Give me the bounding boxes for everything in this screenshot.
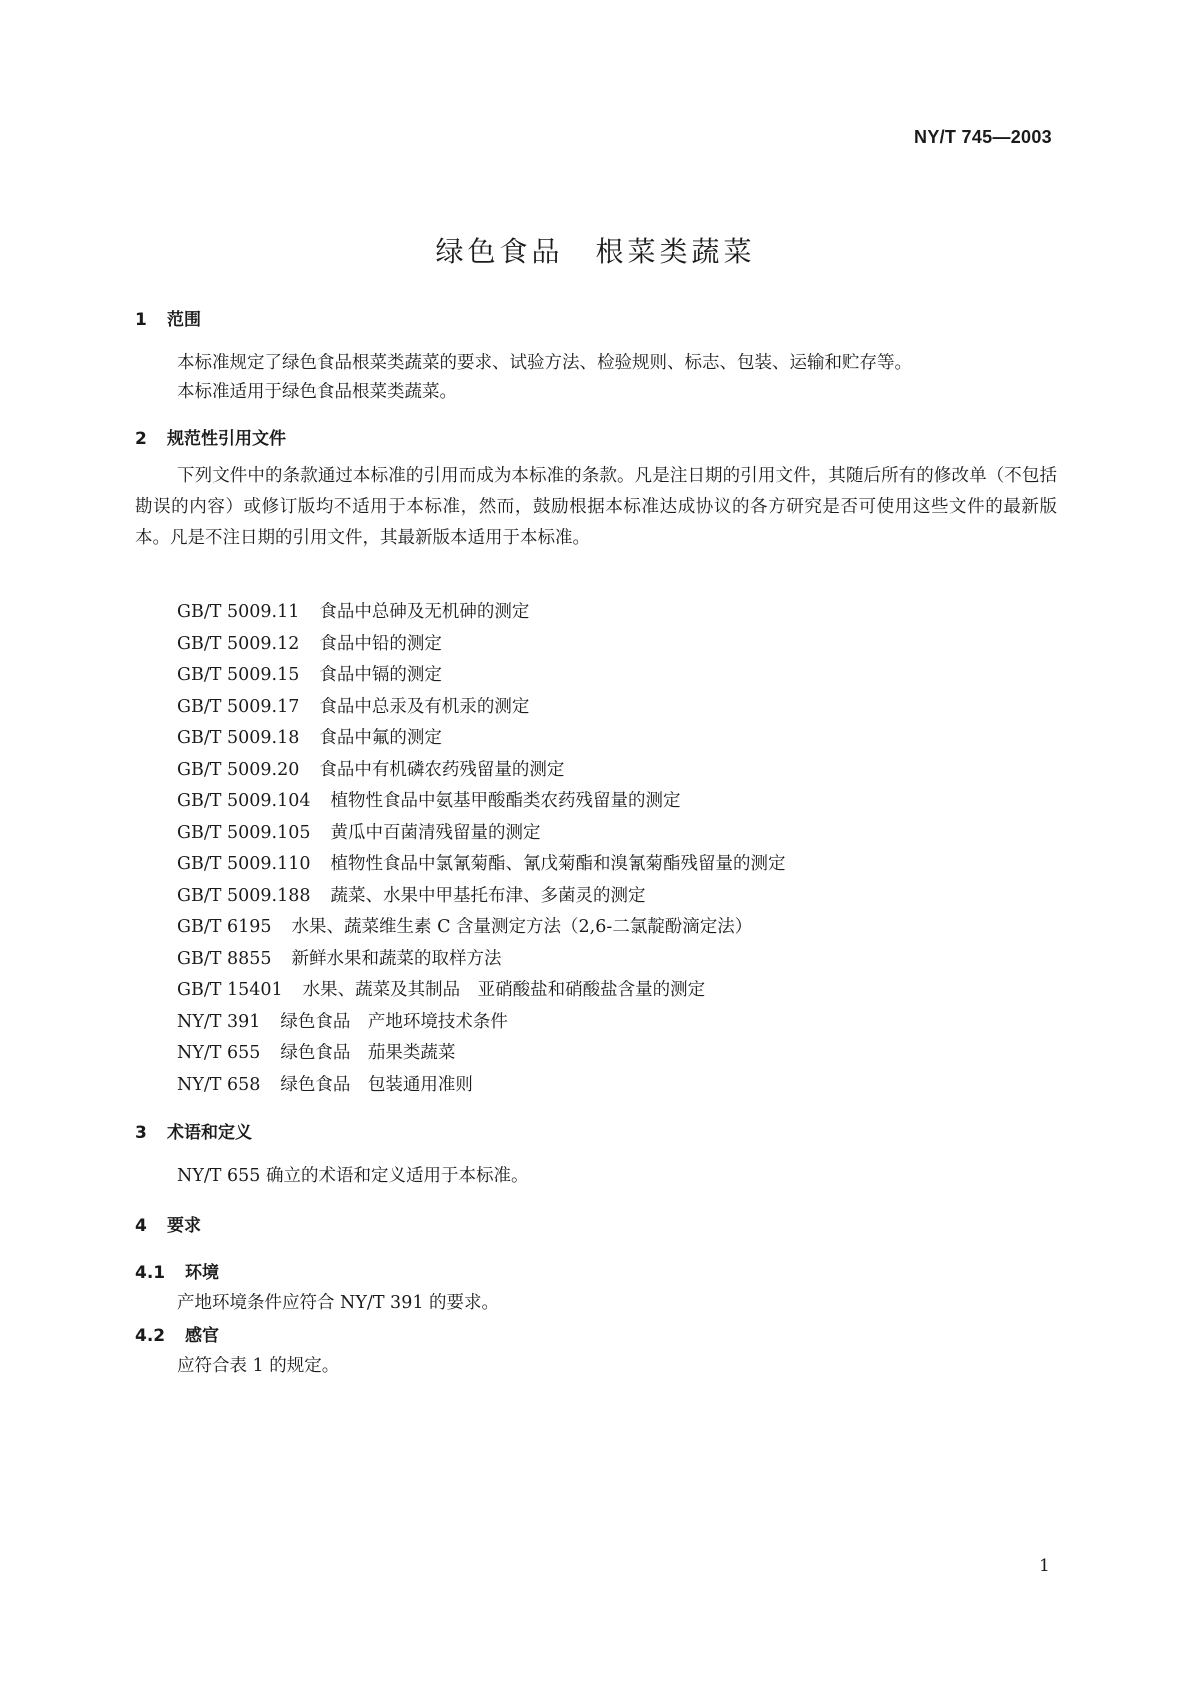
reference-code: GB/T 5009.188: [177, 885, 311, 906]
section-number: 3: [135, 1123, 147, 1143]
list-item: [177, 692, 785, 724]
reference-code: NY/T 658: [177, 1074, 261, 1095]
reference-code: NY/T 655: [177, 1043, 261, 1063]
reference-code: GB/T 8855: [177, 948, 272, 969]
subsection-4-1-heading: [135, 1258, 219, 1283]
reference-title: 植物性食品中氯氰菊酯、氰戊菊酯和溴氰菊酯残留量的测定: [330, 854, 786, 874]
reference-code: NY/T 391: [177, 1011, 261, 1032]
section-1-paragraph-2: 本标准适用于绿色食品根菜类蔬菜。: [177, 382, 457, 402]
subsection-title: 感官: [185, 1326, 219, 1346]
section-2-heading: [135, 424, 286, 449]
section-number: 4: [135, 1216, 147, 1236]
reference-code: GB/T 5009.11: [177, 602, 300, 622]
list-item: [177, 629, 785, 661]
list-item: [177, 818, 785, 850]
list-item: [177, 597, 785, 629]
reference-title: 绿色食品 茄果类蔬菜: [280, 1043, 456, 1063]
reference-title: 新鲜水果和蔬菜的取样方法: [291, 948, 502, 969]
list-item: [177, 1038, 785, 1070]
reference-title: 食品中氟的测定: [319, 728, 442, 748]
reference-code: GB/T 5009.17: [177, 696, 300, 717]
section-3-text: NY/T 655 确立的术语和定义适用于本标准。: [177, 1166, 529, 1186]
reference-title: 绿色食品 产地环境技术条件: [280, 1011, 508, 1032]
section-title: 要求: [167, 1216, 201, 1236]
reference-code: GB/T 5009.104: [177, 791, 311, 811]
list-item: [177, 723, 785, 755]
reference-title: 植物性食品中氨基甲酸酯类农药残留量的测定: [330, 791, 681, 811]
section-1-paragraph-1: 本标准规定了绿色食品根菜类蔬菜的要求、试验方法、检验规则、标志、包装、运输和贮存等。: [177, 353, 912, 373]
list-item: [177, 975, 785, 1007]
reference-title: 食品中镉的测定: [319, 665, 442, 685]
section-3-heading: [135, 1118, 252, 1143]
reference-code: GB/T 5009.105: [177, 822, 311, 843]
subsection-4-1-text: 产地环境条件应符合 NY/T 391 的要求。: [177, 1293, 500, 1313]
section-number: 2: [135, 429, 147, 449]
list-item: [177, 755, 785, 787]
subsection-title: 环境: [185, 1263, 219, 1283]
list-item: [177, 1070, 785, 1102]
section-title: 术语和定义: [167, 1123, 252, 1143]
reference-title: 黄瓜中百菌清残留量的测定: [330, 822, 541, 843]
subsection-4-2-text: 应符合表 1 的规定。: [177, 1356, 340, 1376]
document-code: NY/T 745—2003: [914, 127, 1052, 147]
list-item: [177, 912, 785, 944]
reference-code: GB/T 5009.110: [177, 854, 311, 874]
section-number: 1: [135, 310, 147, 330]
page-number: 1: [1039, 1556, 1050, 1576]
reference-code: GB/T 5009.12: [177, 633, 300, 654]
list-item: [177, 786, 785, 818]
reference-title: 食品中铅的测定: [319, 633, 442, 654]
list-item: [177, 1007, 785, 1039]
reference-title: 食品中有机磷农药残留量的测定: [319, 759, 565, 780]
reference-title: 食品中总砷及无机砷的测定: [319, 602, 530, 622]
list-item: [177, 881, 785, 913]
reference-title: 水果、蔬菜维生素 C 含量测定方法（2,6-二氯靛酚滴定法）: [291, 917, 753, 937]
subsection-number: 4.2: [135, 1326, 166, 1346]
section-2-intro: 下列文件中的条款通过本标准的引用而成为本标准的条款。凡是注日期的引用文件，其随后所有的修改单（不包括勘误的内容）或修订版均不适用于本标准，然而，鼓励根据本标准达成协议的各方研究是否可使用这些文件的最新版本。凡是不注日期的引用文件，其最新版本适用于本标准。: [135, 466, 1057, 548]
subsection-4-2-heading: [135, 1321, 219, 1346]
subsection-number: 4.1: [135, 1263, 166, 1283]
reference-title: 蔬菜、水果中甲基托布津、多菌灵的测定: [330, 885, 646, 906]
reference-title: 绿色食品 包装通用准则: [280, 1074, 473, 1095]
document-title: 绿色食品 根菜类蔬菜: [435, 235, 756, 268]
section-title: 规范性引用文件: [167, 429, 286, 449]
list-item: [177, 660, 785, 692]
reference-title: 食品中总汞及有机汞的测定: [319, 696, 530, 717]
section-4-heading: [135, 1211, 201, 1236]
list-item: [177, 849, 785, 881]
reference-title: 水果、蔬菜及其制品 亚硝酸盐和硝酸盐含量的测定: [302, 980, 706, 1000]
reference-code: GB/T 6195: [177, 917, 272, 937]
reference-list: [177, 597, 785, 1101]
reference-code: GB/T 5009.20: [177, 759, 300, 780]
reference-code: GB/T 5009.18: [177, 728, 300, 748]
list-item: [177, 944, 785, 976]
reference-code: GB/T 5009.15: [177, 665, 300, 685]
section-1-heading: [135, 305, 201, 330]
reference-code: GB/T 15401: [177, 980, 283, 1000]
section-title: 范围: [167, 310, 201, 330]
